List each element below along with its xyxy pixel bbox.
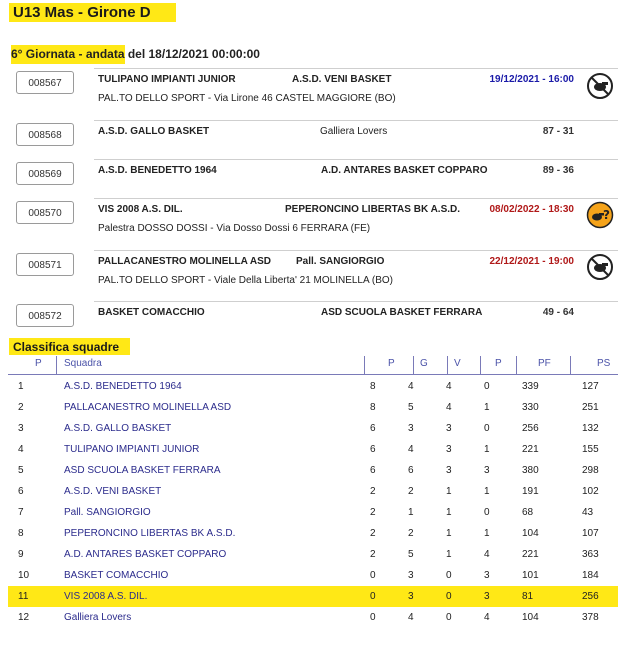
no-whistle-icon	[586, 253, 614, 281]
position-cell: 7	[18, 507, 24, 518]
round-title-date: del 18/12/2021 00:00:00	[124, 47, 260, 61]
col-header-team: Squadra	[64, 358, 102, 369]
divider	[94, 68, 618, 69]
points-against-cell: 155	[582, 444, 599, 455]
away-team: Galliera Lovers	[320, 126, 388, 137]
divider	[94, 120, 618, 121]
match-row	[16, 301, 618, 327]
team-name-cell[interactable]: BASKET COMACCHIO	[64, 570, 169, 581]
svg-text:?: ?	[603, 208, 610, 222]
match-code-button[interactable]: 008571	[16, 253, 74, 276]
points-cell: 2	[370, 528, 376, 539]
team-name-cell[interactable]: Pall. SANGIORGIO	[64, 507, 151, 518]
points-for-cell: 380	[522, 465, 539, 476]
standings-title: Classifica squadre	[9, 338, 130, 355]
whistle-question-icon	[586, 201, 614, 229]
standings-row	[8, 397, 618, 418]
home-team: TULIPANO IMPIANTI JUNIOR	[98, 74, 236, 85]
standings-row	[8, 502, 618, 523]
position-cell: 3	[18, 423, 24, 434]
position-cell: 8	[18, 528, 24, 539]
home-team: VIS 2008 A.S. DIL.	[98, 204, 183, 215]
standings-row	[8, 376, 618, 397]
points-cell: 8	[370, 381, 376, 392]
away-team: A.S.D. VENI BASKET	[292, 74, 392, 85]
points-against-cell: 298	[582, 465, 599, 476]
points-cell: 0	[370, 612, 376, 623]
won-cell: 0	[446, 591, 452, 602]
away-team: PEPERONCINO LIBERTAS BK A.S.D.	[285, 204, 461, 215]
played-cell: 3	[408, 423, 414, 434]
team-name-cell[interactable]: A.S.D. BENEDETTO 1964	[64, 381, 182, 392]
page-title: U13 Mas - Girone D	[9, 3, 176, 22]
team-name-cell[interactable]: PALLACANESTRO MOLINELLA ASD	[64, 402, 232, 413]
no-whistle-icon	[586, 72, 614, 100]
column-divider	[447, 356, 448, 374]
standings-row	[8, 607, 618, 628]
lost-cell: 1	[484, 528, 490, 539]
won-cell: 1	[446, 528, 452, 539]
lost-cell: 4	[484, 612, 490, 623]
played-cell: 3	[408, 570, 414, 581]
position-cell: 1	[18, 381, 24, 392]
played-cell: 3	[408, 591, 414, 602]
team-name-cell[interactable]: Galliera Lovers	[64, 612, 132, 623]
match-score: 49 - 64	[542, 307, 574, 318]
lost-cell: 3	[484, 465, 490, 476]
standings-row	[8, 439, 618, 460]
standings-row	[8, 586, 618, 607]
played-cell: 1	[408, 507, 414, 518]
away-team: A.D. ANTARES BASKET COPPARO	[321, 165, 488, 176]
team-name-cell[interactable]: A.S.D. VENI BASKET	[64, 486, 162, 497]
col-header-lost: P	[495, 358, 502, 369]
column-divider	[56, 356, 57, 374]
divider	[94, 198, 618, 199]
won-cell: 1	[446, 507, 452, 518]
col-header-position: P	[35, 358, 42, 369]
won-cell: 1	[446, 549, 452, 560]
standings-row	[8, 481, 618, 502]
won-cell: 3	[446, 423, 452, 434]
position-cell: 2	[18, 402, 24, 413]
points-for-cell: 339	[522, 381, 539, 392]
lost-cell: 0	[484, 507, 490, 518]
lost-cell: 4	[484, 549, 490, 560]
match-row	[16, 159, 618, 185]
position-cell: 12	[18, 612, 30, 623]
position-cell: 5	[18, 465, 24, 476]
points-against-cell: 251	[582, 402, 599, 413]
points-cell: 0	[370, 570, 376, 581]
standings-row	[8, 418, 618, 439]
col-header-played: G	[420, 358, 428, 369]
points-for-cell: 256	[522, 423, 539, 434]
match-score: 87 - 31	[542, 126, 574, 137]
won-cell: 4	[446, 402, 452, 413]
points-against-cell: 256	[582, 591, 599, 602]
match-code-button[interactable]: 008569	[16, 162, 74, 185]
round-title-highlight: 6° Giornata - andata	[11, 45, 125, 64]
points-cell: 6	[370, 423, 376, 434]
divider	[94, 250, 618, 251]
column-divider	[570, 356, 571, 374]
match-venue: Palestra DOSSO DOSSI - Via Dosso Dossi 6 FERRARA (FE)	[98, 223, 371, 234]
col-header-points-for: PF	[538, 358, 551, 369]
points-against-cell: 127	[582, 381, 599, 392]
points-cell: 6	[370, 444, 376, 455]
home-team: BASKET COMACCHIO	[98, 307, 205, 318]
team-name-cell[interactable]: A.D. ANTARES BASKET COPPARO	[64, 549, 227, 560]
match-row	[16, 250, 618, 290]
played-cell: 4	[408, 612, 414, 623]
won-cell: 0	[446, 570, 452, 581]
col-header-won: V	[454, 358, 461, 369]
standings-row	[8, 523, 618, 544]
position-cell: 10	[18, 570, 30, 581]
column-divider	[364, 356, 365, 374]
match-row	[16, 68, 618, 108]
match-code-button[interactable]: 008570	[16, 201, 74, 224]
lost-cell: 1	[484, 402, 490, 413]
away-team: Pall. SANGIORGIO	[296, 256, 385, 267]
match-code-button[interactable]: 008568	[16, 123, 74, 146]
round-title	[11, 47, 260, 61]
points-for-cell: 68	[522, 507, 534, 518]
won-cell: 3	[446, 444, 452, 455]
position-cell: 11	[18, 591, 29, 602]
points-against-cell: 107	[582, 528, 599, 539]
standings-row	[8, 565, 618, 586]
points-for-cell: 221	[522, 549, 539, 560]
match-code-button[interactable]: 008572	[16, 304, 74, 327]
column-divider	[480, 356, 481, 374]
standings-row	[8, 544, 618, 565]
position-cell: 4	[18, 444, 24, 455]
match-code-button[interactable]: 008567	[16, 71, 74, 94]
points-against-cell: 132	[582, 423, 599, 434]
match-date: 08/02/2022 - 18:30	[489, 204, 574, 215]
column-divider	[516, 356, 517, 374]
divider	[94, 301, 618, 302]
home-team: A.S.D. GALLO BASKET	[98, 126, 210, 137]
col-header-points: P	[388, 358, 395, 369]
match-score: 89 - 36	[542, 165, 574, 176]
points-against-cell: 43	[582, 507, 594, 518]
points-for-cell: 104	[522, 612, 539, 623]
position-cell: 9	[18, 549, 24, 560]
points-cell: 0	[370, 591, 376, 602]
lost-cell: 1	[484, 486, 490, 497]
match-venue: PAL.TO DELLO SPORT - Viale Della Liberta' 21 MOLINELLA (BO)	[98, 275, 393, 286]
standings-header	[8, 356, 618, 375]
points-cell: 2	[370, 507, 376, 518]
points-against-cell: 378	[582, 612, 599, 623]
divider	[94, 159, 618, 160]
points-against-cell: 102	[582, 486, 599, 497]
lost-cell: 3	[484, 570, 490, 581]
points-for-cell: 330	[522, 402, 539, 413]
won-cell: 4	[446, 381, 452, 392]
col-header-points-against: PS	[597, 358, 611, 369]
points-for-cell: 81	[522, 591, 534, 602]
points-cell: 8	[370, 402, 376, 413]
played-cell: 4	[408, 444, 414, 455]
position-cell: 6	[18, 486, 24, 497]
team-name-cell[interactable]: A.S.D. GALLO BASKET	[64, 423, 172, 434]
won-cell: 1	[446, 486, 452, 497]
match-date: 22/12/2021 - 19:00	[489, 256, 574, 267]
team-name-cell[interactable]: VIS 2008 A.S. DIL.	[64, 591, 148, 602]
lost-cell: 0	[484, 423, 490, 434]
played-cell: 5	[408, 549, 414, 560]
played-cell: 2	[408, 528, 414, 539]
won-cell: 0	[446, 612, 452, 623]
points-cell: 2	[370, 549, 376, 560]
played-cell: 6	[408, 465, 414, 476]
points-for-cell: 104	[522, 528, 539, 539]
match-row	[16, 120, 618, 146]
played-cell: 2	[408, 486, 414, 497]
team-name-cell[interactable]: PEPERONCINO LIBERTAS BK A.S.D.	[64, 528, 236, 539]
points-for-cell: 221	[522, 444, 539, 455]
points-for-cell: 101	[522, 570, 539, 581]
column-divider	[413, 356, 414, 374]
home-team: A.S.D. BENEDETTO 1964	[98, 165, 217, 176]
points-for-cell: 191	[522, 486, 539, 497]
lost-cell: 1	[484, 444, 490, 455]
match-row	[16, 198, 618, 238]
match-date: 19/12/2021 - 16:00	[489, 74, 574, 85]
points-cell: 2	[370, 486, 376, 497]
standings-row	[8, 460, 618, 481]
points-cell: 6	[370, 465, 376, 476]
played-cell: 5	[408, 402, 414, 413]
points-against-cell: 363	[582, 549, 599, 560]
won-cell: 3	[446, 465, 452, 476]
match-venue: PAL.TO DELLO SPORT - Via Lirone 46 CASTEL MAGGIORE (BO)	[98, 93, 396, 104]
home-team: PALLACANESTRO MOLINELLA ASD	[98, 256, 271, 267]
team-name-cell[interactable]: TULIPANO IMPIANTI JUNIOR	[64, 444, 200, 455]
lost-cell: 0	[484, 381, 490, 392]
points-against-cell: 184	[582, 570, 599, 581]
lost-cell: 3	[484, 591, 490, 602]
away-team: ASD SCUOLA BASKET FERRARA	[321, 307, 483, 318]
team-name-cell[interactable]: ASD SCUOLA BASKET FERRARA	[64, 465, 221, 476]
played-cell: 4	[408, 381, 414, 392]
